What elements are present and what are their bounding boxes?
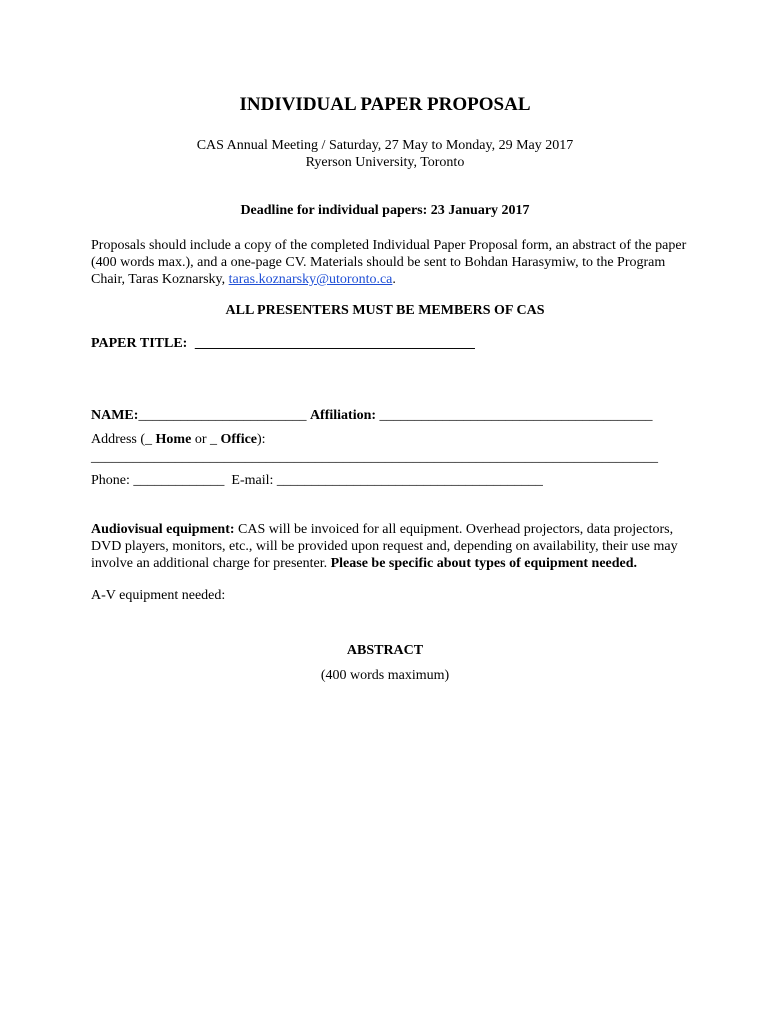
address-or: or _ (191, 432, 221, 447)
phone-email-row (91, 473, 543, 489)
av-label: Audiovisual equipment: (91, 522, 235, 537)
av-needed-label: A-V equipment needed: (91, 588, 226, 603)
av-line-2: DVD players, monitors, etc., will be provided upon request and, depending on availability, their use may (91, 539, 678, 554)
address-home-option[interactable]: Home (155, 432, 192, 447)
address-row (91, 432, 266, 448)
abstract-subheading: (400 words maximum) (320, 668, 450, 683)
proposals-line-3 (91, 272, 396, 287)
address-office-option[interactable]: Office (220, 432, 258, 447)
paper-title-row (91, 336, 475, 352)
phone-field[interactable]: _____________ (133, 473, 225, 488)
email-label: E-mail: (224, 473, 277, 488)
affiliation-label: Affiliation: (309, 408, 377, 423)
proposals-line-3-suffix: . (392, 272, 396, 287)
document-title: INDIVIDUAL PAPER PROPOSAL (239, 94, 531, 115)
proposals-paragraph (91, 237, 691, 288)
av-line-3-emphasis: Please be specific about types of equipment needed. (330, 556, 638, 571)
email-field[interactable]: ______________________________________ (276, 473, 543, 488)
abstract-heading: ABSTRACT (346, 643, 424, 658)
av-paragraph (91, 521, 681, 572)
deadline-line: Deadline for individual papers: 23 January 2017 (240, 203, 530, 218)
paper-title-label: PAPER TITLE: (91, 336, 188, 351)
name-field[interactable]: ________________________ (138, 408, 307, 423)
address-suffix: ): (257, 432, 266, 447)
venue-line: Ryerson University, Toronto (305, 155, 465, 170)
name-label: NAME: (91, 408, 139, 423)
presenters-notice: ALL PRESENTERS MUST BE MEMBERS OF CAS (225, 303, 545, 318)
name-affiliation-row (91, 408, 653, 424)
proposals-line-3-prefix: Chair, Taras Koznarsky, (91, 272, 229, 287)
meeting-line: CAS Annual Meeting / Saturday, 27 May to Monday, 29 May 2017 (196, 138, 574, 153)
paper-title-field[interactable]: ________________________________________ (194, 336, 475, 351)
av-line-3: involve an additional charge for presenter. (91, 556, 331, 571)
proposals-line-2: (400 words max.), and a one-page CV. Materials should be sent to Bohdan Harasymiw, to the Program (91, 255, 666, 270)
phone-label: Phone: (91, 473, 134, 488)
address-prefix: Address (_ (91, 432, 156, 447)
email-link[interactable]: taras.koznarsky@utoronto.ca (228, 272, 393, 287)
address-field[interactable]: _________________________________________________________________________________ (91, 450, 658, 465)
av-line-1: CAS will be invoiced for all equipment. Overhead projectors, data projectors, (234, 522, 674, 537)
affiliation-field[interactable]: _______________________________________ (376, 408, 653, 423)
proposals-line-1: Proposals should include a copy of the completed Individual Paper Proposal form, an abstract of the paper (91, 238, 687, 253)
